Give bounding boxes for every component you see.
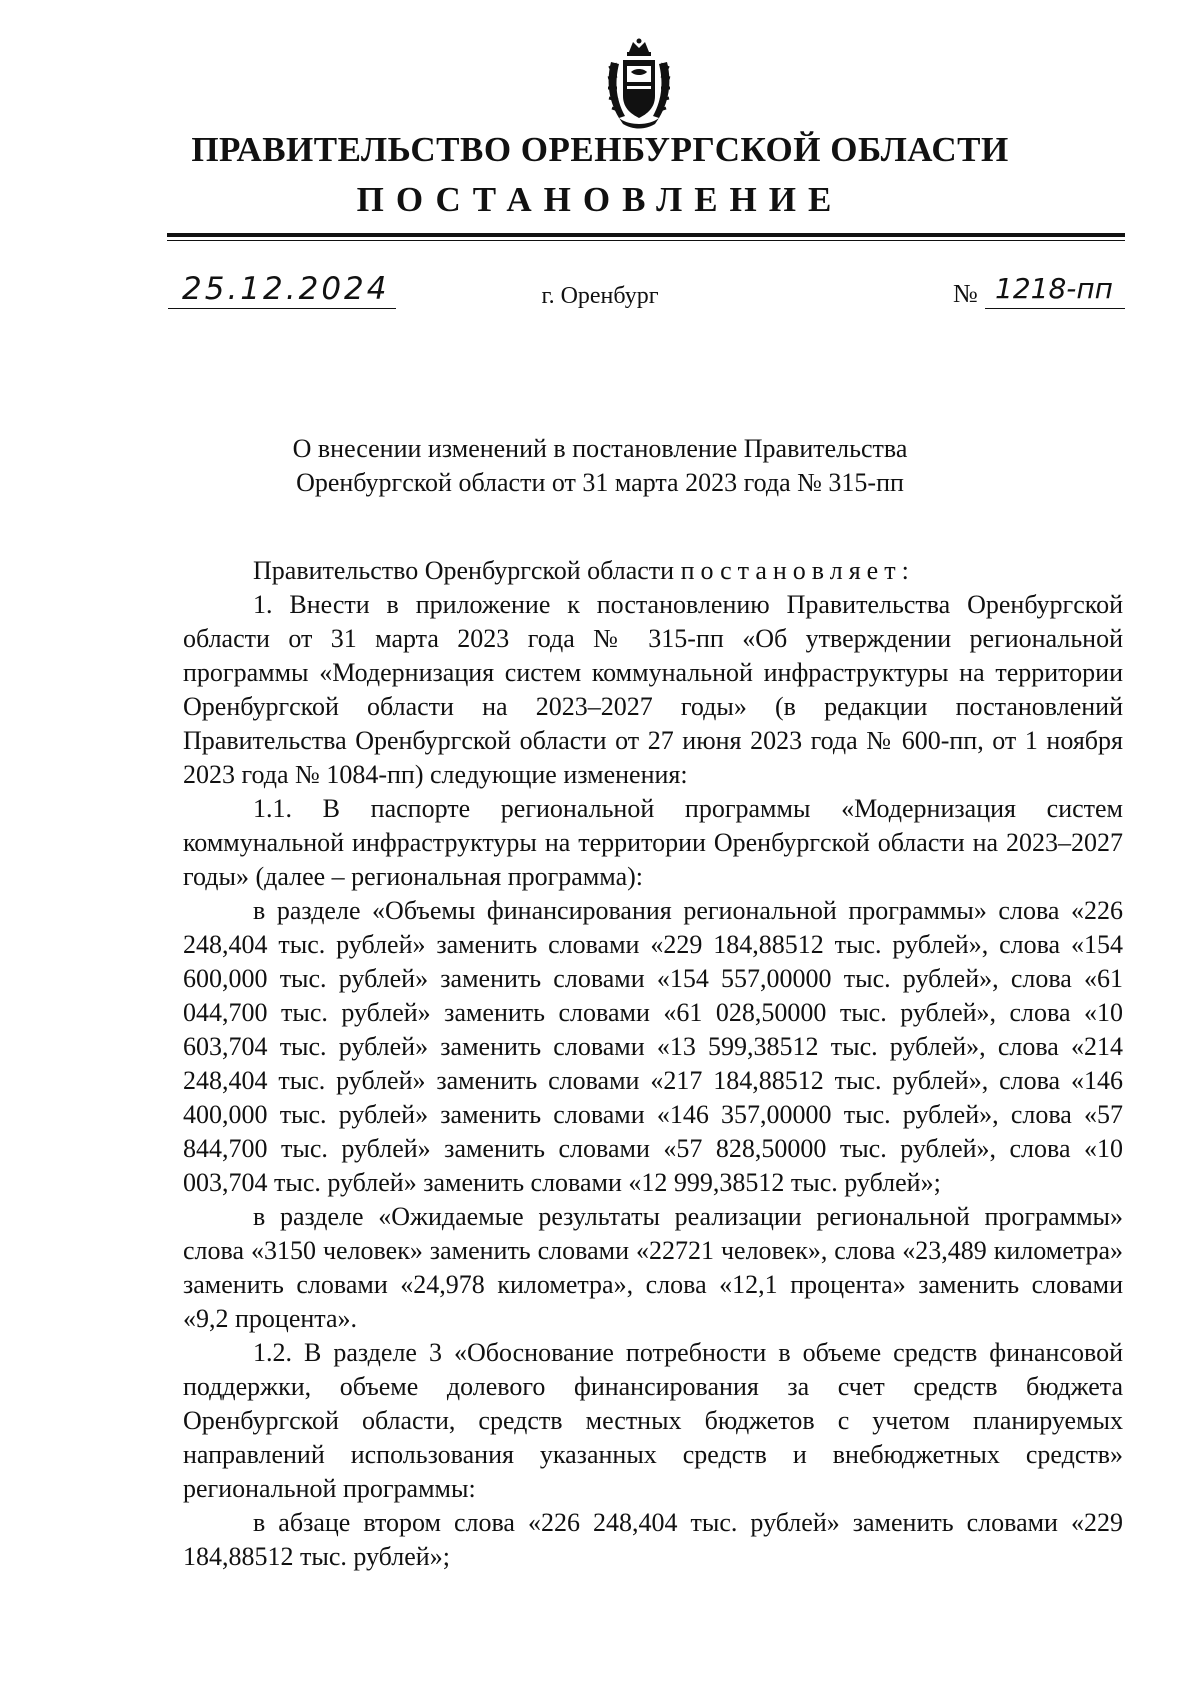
intro-lead: Правительство Оренбургской области bbox=[253, 556, 681, 585]
intro-paragraph bbox=[183, 554, 1123, 588]
header-rule bbox=[167, 233, 1125, 237]
number-label: № bbox=[953, 279, 978, 308]
government-title: ПРАВИТЕЛЬСТВО ОРЕНБУРГСКОЙ ОБЛАСТИ bbox=[191, 130, 1009, 169]
body-paragraph: в абзаце втором слова «226 248,404 тыс. рублей» заменить словами «229 184,88512 тыс. рублей»; bbox=[183, 1508, 1123, 1571]
document-body bbox=[183, 554, 1123, 1574]
coat-of-arms-icon bbox=[605, 38, 673, 130]
document-number: 1218-пп bbox=[985, 270, 1125, 309]
document-city: г. Оренбург bbox=[541, 283, 659, 309]
body-paragraph: 1.2. В разделе 3 «Обоснование потребности в объеме средств финансовой поддержки, объеме долевого финансирования за счет средств бюджета Оренбургской области, средств местных бюджетов с учетом планируемых направлений использования указанных средств и внебюджетных средств» региональной программы: bbox=[183, 1338, 1123, 1503]
body-paragraph: 1. Внести в приложение к постановлению Правительства Оренбургской области от 31 марта 2023 года № 315-пп «Об утверждении региональной программы «Модернизация систем коммунальной инфраструктуры на территории Оренбургской области на 2023–2027 годы» (в редакции постановлений Правительства Оренбургской области от 27 июня 2023 года № 600-пп, от 1 ноября 2023 года № 1084-пп) следующие изменения: bbox=[183, 590, 1123, 789]
intro-verb: постановляет: bbox=[680, 556, 915, 585]
header-rule-thin bbox=[167, 240, 1125, 241]
subject-line: О внесении изменений в постановление Правительства bbox=[292, 434, 908, 463]
body-paragraph: в разделе «Объемы финансирования региональной программы» слова «226 248,404 тыс. рублей» заменить словами «229 184,88512 тыс. рублей», слова «154 600,000 тыс. рублей» заменить словами «154 557,00000 тыс. рублей», слова «61 044,700 тыс. рублей» заменить словами «61 028,50000 тыс. рублей», слова «10 603,704 тыс. рублей» заменить словами «13 599,38512 тыс. рублей», слова «214 248,404 тыс. рублей» заменить словами «217 184,88512 тыс. рублей», слова «146 400,000 тыс. рублей» заменить словами «146 357,00000 тыс. рублей», слова «57 844,700 тыс. рублей» заменить словами «57 828,50000 тыс. рублей», слова «10 003,704 тыс. рублей» заменить словами «12 999,38512 тыс. рублей»; bbox=[183, 896, 1123, 1197]
subject-line: Оренбургской области от 31 марта 2023 года № 315-пп bbox=[296, 468, 904, 497]
body-paragraph: 1.1. В паспорте региональной программы «Модернизация систем коммунальной инфраструктуры на территории Оренбургской области на 2023–2027 годы» (далее – региональная программа): bbox=[183, 794, 1123, 891]
document-date: 25.12.2024 bbox=[168, 270, 396, 309]
body-paragraph: в разделе «Ожидаемые результаты реализации региональной программы» слова «3150 человек» заменить словами «22721 человек», слова «23,489 километра» заменить словами «24,978 километра», слова «12,1 процента» заменить словами «9,2 процента». bbox=[183, 1202, 1123, 1333]
document-subject bbox=[0, 432, 1200, 500]
document-type: ПОСТАНОВЛЕНИЕ bbox=[356, 180, 844, 219]
